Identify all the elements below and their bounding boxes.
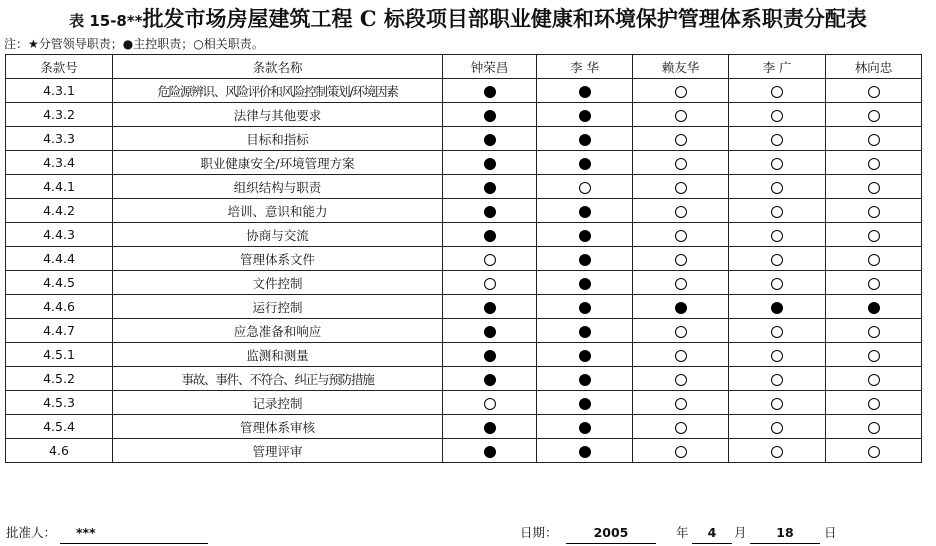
primary-responsibility-dot: [579, 302, 591, 314]
related-responsibility-circle: [675, 206, 687, 218]
related-responsibility-circle: [675, 422, 687, 434]
table-row: [6, 391, 922, 415]
responsibility-cell: [633, 295, 729, 319]
table-row: [6, 79, 922, 103]
primary-responsibility-dot: [484, 326, 496, 338]
table-row: [6, 151, 922, 175]
clause-name: 事故、事件、不符合、纠正与预防措施: [113, 367, 443, 391]
responsibility-cell: [443, 319, 537, 343]
primary-responsibility-dot: [579, 158, 591, 170]
responsibility-cell: [537, 391, 633, 415]
responsibility-cell: [729, 415, 826, 439]
responsibility-cell: [633, 199, 729, 223]
responsibility-cell: [443, 103, 537, 127]
responsibility-cell: [443, 127, 537, 151]
responsibility-cell: [633, 127, 729, 151]
responsibility-cell: [537, 151, 633, 175]
responsibility-cell: [537, 175, 633, 199]
responsibility-cell: [537, 439, 633, 463]
responsibility-cell: [633, 415, 729, 439]
responsibility-cell: [537, 367, 633, 391]
responsibility-cell: [826, 175, 922, 199]
responsibility-cell: [443, 271, 537, 295]
table-row: [6, 247, 922, 271]
primary-responsibility-dot: [579, 206, 591, 218]
related-responsibility-circle: [771, 182, 783, 194]
legend-note: 注：★分管领导职责；●主控职责；○相关职责。: [4, 37, 264, 51]
related-responsibility-circle: [868, 374, 880, 386]
primary-responsibility-dot: [579, 326, 591, 338]
primary-responsibility-dot: [484, 158, 496, 170]
related-responsibility-circle: [771, 350, 783, 362]
responsibility-cell: [826, 79, 922, 103]
responsibility-cell: [633, 439, 729, 463]
related-responsibility-circle: [675, 446, 687, 458]
header-cell: 钟荣昌: [443, 55, 537, 79]
related-responsibility-circle: [868, 446, 880, 458]
related-responsibility-circle: [771, 86, 783, 98]
responsibility-cell: [729, 79, 826, 103]
responsibility-cell: [729, 271, 826, 295]
day-unit: 日: [824, 525, 837, 540]
clause-code: 4.4.4: [6, 247, 113, 271]
responsibility-cell: [633, 319, 729, 343]
responsibility-cell: [537, 343, 633, 367]
related-responsibility-circle: [484, 398, 496, 410]
responsibility-cell: [633, 151, 729, 175]
clause-name: 法律与其他要求: [113, 103, 443, 127]
header-cell: 条款号: [6, 55, 113, 79]
related-responsibility-circle: [675, 374, 687, 386]
related-responsibility-circle: [771, 158, 783, 170]
responsibility-cell: [443, 247, 537, 271]
table-row: [6, 343, 922, 367]
date-month: 4: [692, 523, 732, 544]
responsibility-cell: [826, 103, 922, 127]
clause-code: 4.6: [6, 439, 113, 463]
related-responsibility-circle: [868, 158, 880, 170]
responsibility-cell: [443, 439, 537, 463]
related-responsibility-circle: [675, 254, 687, 266]
clause-code: 4.4.3: [6, 223, 113, 247]
clause-name: 管理体系审核: [113, 415, 443, 439]
clause-code: 4.5.2: [6, 367, 113, 391]
table-row: [6, 439, 922, 463]
responsibility-cell: [826, 415, 922, 439]
related-responsibility-circle: [868, 110, 880, 122]
responsibility-cell: [826, 319, 922, 343]
header-cell: 李 广: [729, 55, 826, 79]
clause-name: 组织结构与职责: [113, 175, 443, 199]
table-body: [6, 79, 922, 463]
clause-name: 运行控制: [113, 295, 443, 319]
responsibility-cell: [826, 199, 922, 223]
table-row: [6, 223, 922, 247]
footer: [0, 523, 936, 543]
responsibility-cell: [633, 175, 729, 199]
responsibility-cell: [729, 343, 826, 367]
related-responsibility-circle: [675, 134, 687, 146]
table-row: [6, 415, 922, 439]
title-text: 批发市场房屋建筑工程 C 标段项目部职业健康和环境保护管理体系职责分配表: [142, 6, 867, 31]
primary-responsibility-dot: [484, 302, 496, 314]
responsibility-cell: [826, 127, 922, 151]
primary-responsibility-dot: [484, 182, 496, 194]
responsibility-cell: [826, 391, 922, 415]
responsibility-cell: [729, 199, 826, 223]
responsibility-table: [5, 54, 922, 463]
primary-responsibility-dot: [484, 350, 496, 362]
responsibility-cell: [729, 247, 826, 271]
related-responsibility-circle: [771, 422, 783, 434]
primary-responsibility-dot: [675, 302, 687, 314]
table-row: [6, 103, 922, 127]
responsibility-cell: [443, 199, 537, 223]
primary-responsibility-dot: [579, 254, 591, 266]
related-responsibility-circle: [868, 134, 880, 146]
clause-code: 4.4.1: [6, 175, 113, 199]
related-responsibility-circle: [675, 182, 687, 194]
clause-name: 职业健康安全/环境管理方案: [113, 151, 443, 175]
responsibility-cell: [729, 439, 826, 463]
responsibility-cell: [537, 103, 633, 127]
related-responsibility-circle: [771, 374, 783, 386]
primary-responsibility-dot: [579, 134, 591, 146]
responsibility-cell: [729, 223, 826, 247]
related-responsibility-circle: [771, 230, 783, 242]
primary-responsibility-dot: [579, 230, 591, 242]
primary-responsibility-dot: [484, 230, 496, 242]
responsibility-cell: [826, 223, 922, 247]
responsibility-cell: [729, 391, 826, 415]
header-cell: 林向忠: [826, 55, 922, 79]
responsibility-cell: [729, 367, 826, 391]
table-row: [6, 319, 922, 343]
clause-code: 4.5.1: [6, 343, 113, 367]
clause-name: 记录控制: [113, 391, 443, 415]
related-responsibility-circle: [484, 278, 496, 290]
primary-responsibility-dot: [771, 302, 783, 314]
responsibility-cell: [443, 223, 537, 247]
primary-responsibility-dot: [579, 278, 591, 290]
table-row: [6, 175, 922, 199]
primary-responsibility-dot: [484, 422, 496, 434]
clause-name: 危险源辨识、风险评价和风险控制策划/环境因素: [113, 79, 443, 103]
related-responsibility-circle: [868, 350, 880, 362]
clause-code: 4.4.6: [6, 295, 113, 319]
header-row: [6, 55, 922, 79]
responsibility-cell: [633, 103, 729, 127]
related-responsibility-circle: [771, 326, 783, 338]
responsibility-cell: [633, 223, 729, 247]
responsibility-cell: [537, 199, 633, 223]
responsibility-cell: [826, 247, 922, 271]
primary-responsibility-dot: [868, 302, 880, 314]
date-label: 日期：: [520, 525, 558, 540]
responsibility-cell: [537, 247, 633, 271]
related-responsibility-circle: [868, 254, 880, 266]
responsibility-cell: [826, 439, 922, 463]
related-responsibility-circle: [675, 398, 687, 410]
responsibility-cell: [443, 415, 537, 439]
primary-responsibility-dot: [579, 446, 591, 458]
clause-name: 培训、意识和能力: [113, 199, 443, 223]
related-responsibility-circle: [771, 398, 783, 410]
responsibility-cell: [633, 391, 729, 415]
related-responsibility-circle: [771, 446, 783, 458]
primary-responsibility-dot: [579, 110, 591, 122]
table-row: [6, 295, 922, 319]
responsibility-cell: [443, 175, 537, 199]
related-responsibility-circle: [675, 326, 687, 338]
clause-name: 目标和指标: [113, 127, 443, 151]
date-year: 2005: [566, 523, 656, 544]
primary-responsibility-dot: [484, 110, 496, 122]
responsibility-cell: [443, 151, 537, 175]
responsibility-cell: [633, 343, 729, 367]
responsibility-cell: [537, 295, 633, 319]
clause-name: 协商与交流: [113, 223, 443, 247]
header-cell: 李 华: [537, 55, 633, 79]
related-responsibility-circle: [868, 326, 880, 338]
related-responsibility-circle: [868, 422, 880, 434]
responsibility-cell: [826, 151, 922, 175]
primary-responsibility-dot: [579, 398, 591, 410]
responsibility-cell: [826, 343, 922, 367]
responsibility-cell: [826, 295, 922, 319]
responsibility-cell: [633, 247, 729, 271]
responsibility-cell: [443, 79, 537, 103]
clause-name: 管理评审: [113, 439, 443, 463]
responsibility-cell: [729, 151, 826, 175]
primary-responsibility-dot: [579, 422, 591, 434]
responsibility-cell: [537, 319, 633, 343]
responsibility-cell: [443, 343, 537, 367]
responsibility-cell: [537, 127, 633, 151]
clause-code: 4.4.7: [6, 319, 113, 343]
month-unit: 月: [734, 525, 747, 540]
clause-name: 管理体系文件: [113, 247, 443, 271]
related-responsibility-circle: [868, 398, 880, 410]
responsibility-cell: [537, 79, 633, 103]
clause-code: 4.4.2: [6, 199, 113, 223]
related-responsibility-circle: [868, 182, 880, 194]
primary-responsibility-dot: [484, 134, 496, 146]
responsibility-cell: [633, 367, 729, 391]
responsibility-cell: [729, 319, 826, 343]
clause-code: 4.3.2: [6, 103, 113, 127]
related-responsibility-circle: [579, 182, 591, 194]
responsibility-cell: [443, 391, 537, 415]
year-unit: 年: [676, 525, 689, 540]
related-responsibility-circle: [868, 206, 880, 218]
related-responsibility-circle: [771, 278, 783, 290]
responsibility-cell: [537, 415, 633, 439]
related-responsibility-circle: [771, 206, 783, 218]
table-row: [6, 199, 922, 223]
related-responsibility-circle: [771, 254, 783, 266]
related-responsibility-circle: [675, 158, 687, 170]
approver-label: 批准人：: [6, 525, 57, 540]
clause-code: 4.5.3: [6, 391, 113, 415]
primary-responsibility-dot: [484, 86, 496, 98]
primary-responsibility-dot: [579, 350, 591, 362]
clause-name: 监测和测量: [113, 343, 443, 367]
related-responsibility-circle: [771, 110, 783, 122]
table-row: [6, 127, 922, 151]
responsibility-cell: [443, 367, 537, 391]
clause-code: 4.5.4: [6, 415, 113, 439]
responsibility-cell: [729, 175, 826, 199]
responsibility-cell: [729, 127, 826, 151]
table-row: [6, 367, 922, 391]
document-title: [0, 2, 936, 36]
related-responsibility-circle: [868, 86, 880, 98]
related-responsibility-circle: [675, 86, 687, 98]
related-responsibility-circle: [675, 278, 687, 290]
primary-responsibility-dot: [484, 206, 496, 218]
related-responsibility-circle: [484, 254, 496, 266]
related-responsibility-circle: [868, 278, 880, 290]
table-row: [6, 271, 922, 295]
clause-code: 4.3.4: [6, 151, 113, 175]
responsibility-cell: [443, 295, 537, 319]
approver-value: ***: [60, 523, 208, 544]
related-responsibility-circle: [675, 230, 687, 242]
date-day: 18: [750, 523, 820, 544]
clause-name: 应急准备和响应: [113, 319, 443, 343]
related-responsibility-circle: [675, 110, 687, 122]
related-responsibility-circle: [771, 134, 783, 146]
responsibility-cell: [826, 367, 922, 391]
related-responsibility-circle: [868, 230, 880, 242]
clause-name: 文件控制: [113, 271, 443, 295]
header-cell: 条款名称: [113, 55, 443, 79]
responsibility-cell: [633, 271, 729, 295]
primary-responsibility-dot: [579, 374, 591, 386]
responsibility-cell: [729, 103, 826, 127]
primary-responsibility-dot: [579, 86, 591, 98]
header-cell: 赖友华: [633, 55, 729, 79]
clause-code: 4.3.3: [6, 127, 113, 151]
table-number: 表 15-8**: [69, 12, 143, 30]
responsibility-cell: [729, 295, 826, 319]
responsibility-cell: [826, 271, 922, 295]
clause-code: 4.4.5: [6, 271, 113, 295]
related-responsibility-circle: [675, 350, 687, 362]
primary-responsibility-dot: [484, 374, 496, 386]
clause-code: 4.3.1: [6, 79, 113, 103]
responsibility-cell: [633, 79, 729, 103]
responsibility-cell: [537, 271, 633, 295]
responsibility-cell: [537, 223, 633, 247]
primary-responsibility-dot: [484, 446, 496, 458]
